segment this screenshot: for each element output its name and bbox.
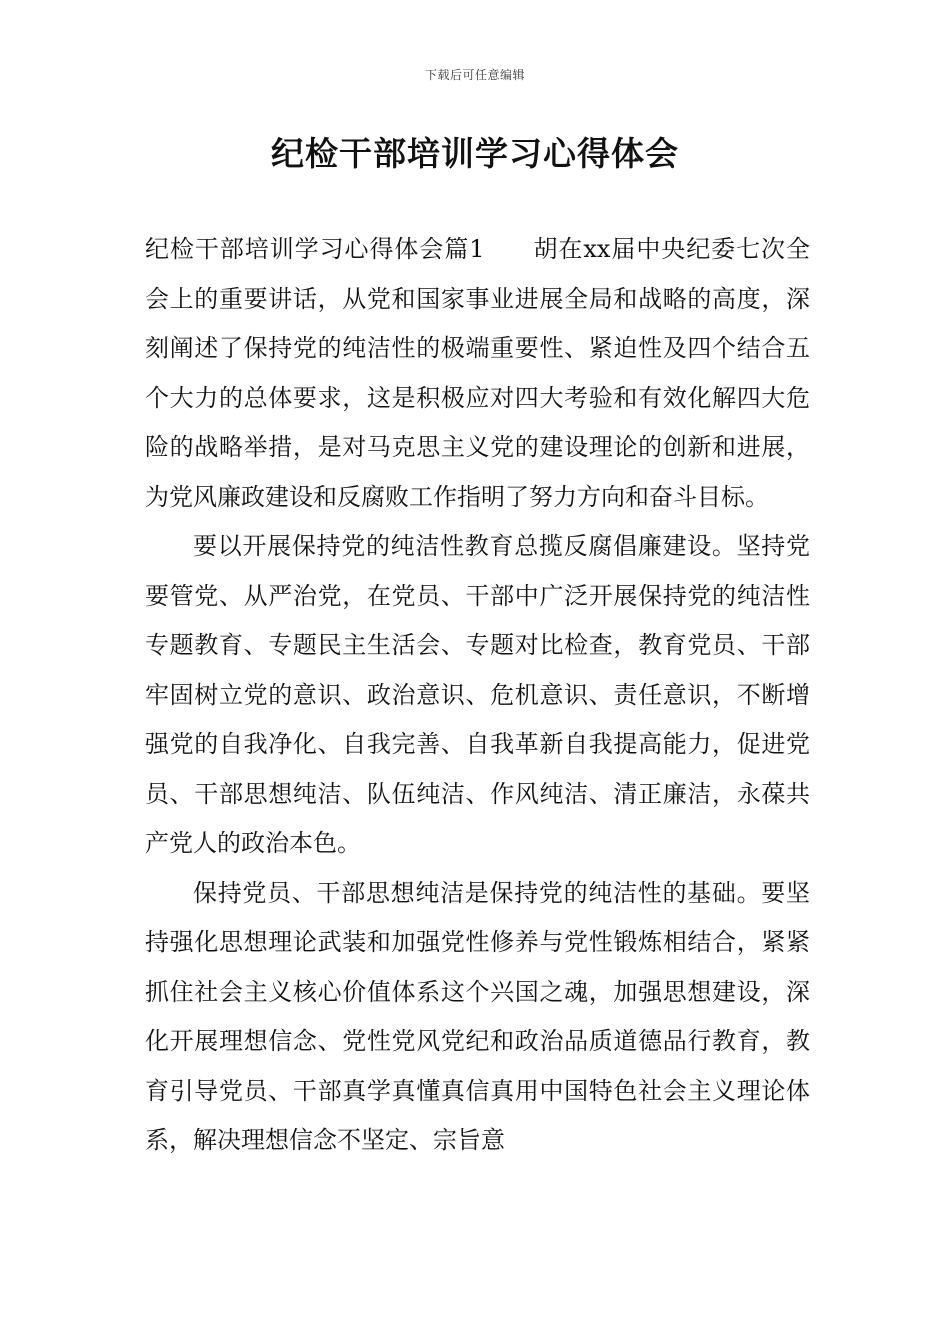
document-body <box>145 225 810 1166</box>
paragraph-1-text: 胡在xx届中央纪委七次全会上的重要讲话，从党和国家事业进展全局和战略的高度，深刻阐述了保持党的纯洁性的极端重要性、紧迫性及四个结合五个大力的总体要求，这是积极应对四大考验和有效化解四大危险的战略举措，是对马克思主义党的建设理论的创新和进展，为党风廉政建设和反腐败工作指明了努力方向和奋斗目标。 <box>145 235 810 511</box>
paragraph-2: 要以开展保持党的纯洁性教育总揽反腐倡廉建设。坚持党要管党、从严治党，在党员、干部中广泛开展保持党的纯洁性专题教育、专题民主生活会、专题对比检查，教育党员、干部牢固树立党的意识、政治意识、危机意识、责任意识，不断增强党的自我净化、自我完善、自我革新自我提高能力，促进党员、干部思想纯洁、队伍纯洁、作风纯洁、清正廉洁，永葆共产党人的政治本色。 <box>145 532 810 857</box>
header-note: 下载后可任意编辑 <box>424 68 525 82</box>
intro-label: 纪检干部培训学习心得体会篇1 <box>145 235 485 263</box>
paragraph-1 <box>145 225 810 522</box>
paragraph-3: 保持党员、干部思想纯洁是保持党的纯洁性的基础。要坚持强化思想理论武装和加强党性修养与党性锻炼相结合，紧紧抓住社会主义核心价值体系这个兴国之魂，加强思想建设，深化开展理想信念、党性党风党纪和政治品质道德品行教育，教育引导党员、干部真学真懂真信真用中国特色社会主义理论体系，解决理想信念不坚定、宗旨意 <box>145 878 810 1154</box>
document-title: 纪检干部培训学习心得体会 <box>271 134 679 173</box>
